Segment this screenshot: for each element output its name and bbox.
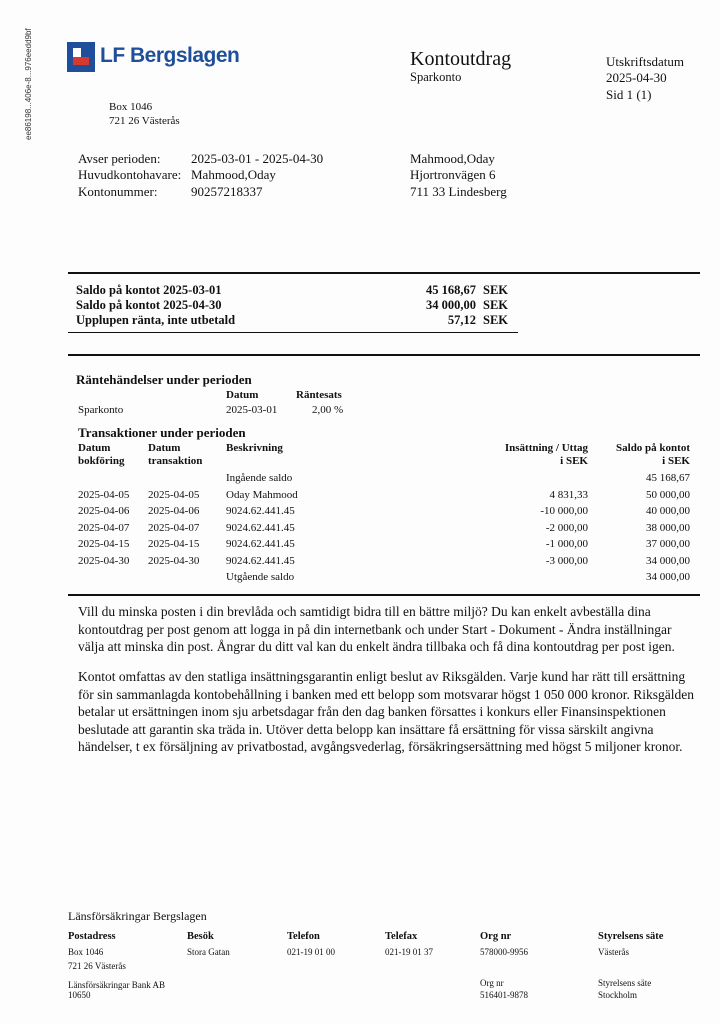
sender-zip: 721 26 Västerås <box>109 115 180 127</box>
transactions-heading: Transaktioner under perioden <box>78 425 246 440</box>
account-number: 90257218337 <box>191 184 263 199</box>
col-description: Beskrivning <box>226 442 283 454</box>
page-number: Sid 1 (1) <box>606 87 652 102</box>
tx-booking-date: 2025-04-06 <box>78 505 130 518</box>
tx-booking-date: 2025-04-15 <box>78 538 130 551</box>
summary-currency-2: SEK <box>483 298 509 312</box>
summary-label-2: Saldo på kontot 2025-04-30 <box>76 298 222 312</box>
tx-description: 9024.62.441.45 <box>226 521 295 534</box>
sender-box: Box 1046 <box>109 101 153 113</box>
tx-balance: 34 000,00 <box>646 554 690 567</box>
summary-bottom-rule <box>68 332 518 333</box>
paragraph-post-line: välja att minska din post. Ångrar du ditt val kan du enkelt ändra tillbaka och få dina kontoutdrag per post igen. <box>78 639 675 654</box>
footer-telefon: 021-19 01 00 <box>287 947 335 957</box>
paragraph-post <box>78 603 675 656</box>
tx-description: 9024.62.441.45 <box>226 505 295 518</box>
footer-seat-heading: Styrelsens säte <box>598 931 664 942</box>
bank-logo-text: LF Bergslagen <box>100 44 240 67</box>
summary-value-1: 45 168,67 <box>426 283 476 297</box>
tx-amount: -10 000,00 <box>540 505 588 518</box>
bank-logo-icon <box>67 42 95 72</box>
col-booking-date: Datum <box>78 442 111 454</box>
tx-transaction-date: 2025-04-07 <box>148 521 200 534</box>
col-transaction-date: Datum <box>148 442 181 454</box>
tx-balance: 50 000,00 <box>646 489 690 501</box>
tx-balance: 37 000,00 <box>646 538 690 551</box>
tx-transaction-date: 2025-04-05 <box>148 489 200 501</box>
account-label: Kontonummer: <box>78 184 158 199</box>
tx-transaction-date: 2025-04-15 <box>148 538 200 551</box>
footer-seat2-heading: Styrelsens säte <box>598 978 652 988</box>
opening-balance-label: Ingående saldo <box>226 472 293 484</box>
transactions-bottom-rule <box>68 594 700 596</box>
tx-amount: -1 000,00 <box>545 538 588 551</box>
closing-balance-value: 34 000,00 <box>646 571 690 583</box>
footer-fax: 021-19 01 37 <box>385 947 433 957</box>
footer-bank-code: 10650 <box>68 990 91 1000</box>
paragraph-guarantee-line: händelser, t ex försäljning av privatbostad, avgångsvederlag, försäkringsersättning med högst 5 miljoner kronor. <box>78 739 683 754</box>
footer-seat2: Stockholm <box>598 990 638 1000</box>
tx-description: 9024.62.441.45 <box>226 554 295 567</box>
summary-label-3: Upplupen ränta, inte utbetald <box>76 313 236 327</box>
period-value: 2025-03-01 - 2025-04-30 <box>191 151 324 166</box>
rates-date: 2025-03-01 <box>226 404 278 416</box>
footer-company: Länsförsäkringar Bergslagen <box>68 909 207 923</box>
holder-label: Huvudkontohavare: <box>78 167 182 182</box>
footer-org-heading: Org nr <box>480 931 512 942</box>
footer-org: 578000-9956 <box>480 947 528 957</box>
col-balance: Saldo på kontot <box>616 442 690 454</box>
opening-balance-value: 45 168,67 <box>646 472 690 484</box>
summary-label-1: Saldo på kontot 2025-03-01 <box>76 283 222 297</box>
tx-amount: 4 831,33 <box>549 489 588 501</box>
footer-fax-heading: Telefax <box>385 931 418 942</box>
rates-rate: 2,00 % <box>312 404 344 416</box>
col-amount-sub: i SEK <box>560 455 588 467</box>
rates-heading: Räntehändelser under perioden <box>76 372 252 387</box>
rates-col-rate: Räntesats <box>296 389 342 401</box>
summary-value-3: 57,12 <box>447 313 476 327</box>
recipient-city: 711 33 Lindesberg <box>410 184 507 199</box>
paragraph-guarantee-line: betalar ut ersättningen inom sju arbetsdagar från den dag banken försattes i konkurs eller Finansinspektionen <box>78 704 666 719</box>
tx-booking-date: 2025-04-05 <box>78 489 130 501</box>
summary-currency-1: SEK <box>483 283 509 297</box>
footer-besok-heading: Besök <box>187 931 214 942</box>
doc-subtitle: Sparkonto <box>410 70 462 84</box>
tx-transaction-date: 2025-04-06 <box>148 505 200 518</box>
tx-booking-date: 2025-04-30 <box>78 554 130 567</box>
rates-account: Sparkonto <box>78 404 124 416</box>
tx-booking-date: 2025-04-07 <box>78 521 130 534</box>
footer-postadress-1: Box 1046 <box>68 947 104 957</box>
tx-description: Oday Mahmood <box>226 489 298 501</box>
paragraph-guarantee-line: för sin sammanlagda kontobehållning i banken med ett belopp som motsvarar högst 1 050 000 kronor. Riksgälden <box>78 686 695 702</box>
paragraph-post-line: kontoutdrag per post genom att logga in på din internetbank och under Start - Dokument - Ändra inställningar <box>78 621 672 637</box>
paragraph-guarantee <box>78 668 694 756</box>
summary-currency-3: SEK <box>483 313 509 327</box>
col-balance-sub: i SEK <box>662 455 690 467</box>
tx-transaction-date: 2025-04-30 <box>148 554 200 567</box>
col-booking-date-sub: bokföring <box>78 455 125 467</box>
summary-value-2: 34 000,00 <box>426 298 476 312</box>
holder-value: Mahmood,Oday <box>191 167 276 182</box>
footer-bank: Länsförsäkringar Bank AB <box>68 980 165 990</box>
paragraph-guarantee-line: beslutade att garantin ska träda in. Utöver detta belopp kan insättare få ersättning för vissa särskilt angivna <box>78 721 654 737</box>
footer-seat: Västerås <box>598 947 629 957</box>
tx-amount: -3 000,00 <box>545 554 588 567</box>
tx-amount: -2 000,00 <box>545 521 588 534</box>
recipient-name: Mahmood,Oday <box>410 151 495 166</box>
rates-col-date: Datum <box>226 389 259 401</box>
paragraph-post-line: Vill du minska posten i din brevlåda och samtidigt bidra till en bättre miljö? Du kan enkelt avbeställa dina <box>78 604 651 619</box>
tx-balance: 38 000,00 <box>646 521 690 534</box>
print-date: 2025-04-30 <box>606 70 667 85</box>
paragraph-guarantee-line: Kontot omfattas av den statliga insättningsgarantin enligt beslut av Riksgälden. Varje kund har rätt till ersättning <box>78 669 686 684</box>
footer-besok: Stora Gatan <box>187 947 230 957</box>
side-code: ee86198...406e-8...976eedd9bf <box>24 28 33 140</box>
col-amount: Insättning / Uttag <box>504 442 588 454</box>
summary-top-rule <box>68 272 700 274</box>
section-rule <box>68 354 700 356</box>
recipient-street: Hjortronvägen 6 <box>410 167 496 182</box>
tx-description: 9024.62.441.45 <box>226 538 295 551</box>
footer-org2: 516401-9878 <box>480 990 528 1000</box>
period-label: Avser perioden: <box>78 151 161 166</box>
tx-balance: 40 000,00 <box>646 505 690 518</box>
footer-postadress-heading: Postadress <box>68 931 116 942</box>
footer-telefon-heading: Telefon <box>287 931 320 942</box>
col-transaction-date-sub: transaktion <box>148 455 203 467</box>
doc-title: Kontoutdrag <box>410 48 512 70</box>
footer-org2-heading: Org nr <box>480 978 504 988</box>
print-date-label: Utskriftsdatum <box>606 54 684 69</box>
footer-postadress-2: 721 26 Västerås <box>68 961 126 971</box>
closing-balance-label: Utgående saldo <box>226 571 295 583</box>
